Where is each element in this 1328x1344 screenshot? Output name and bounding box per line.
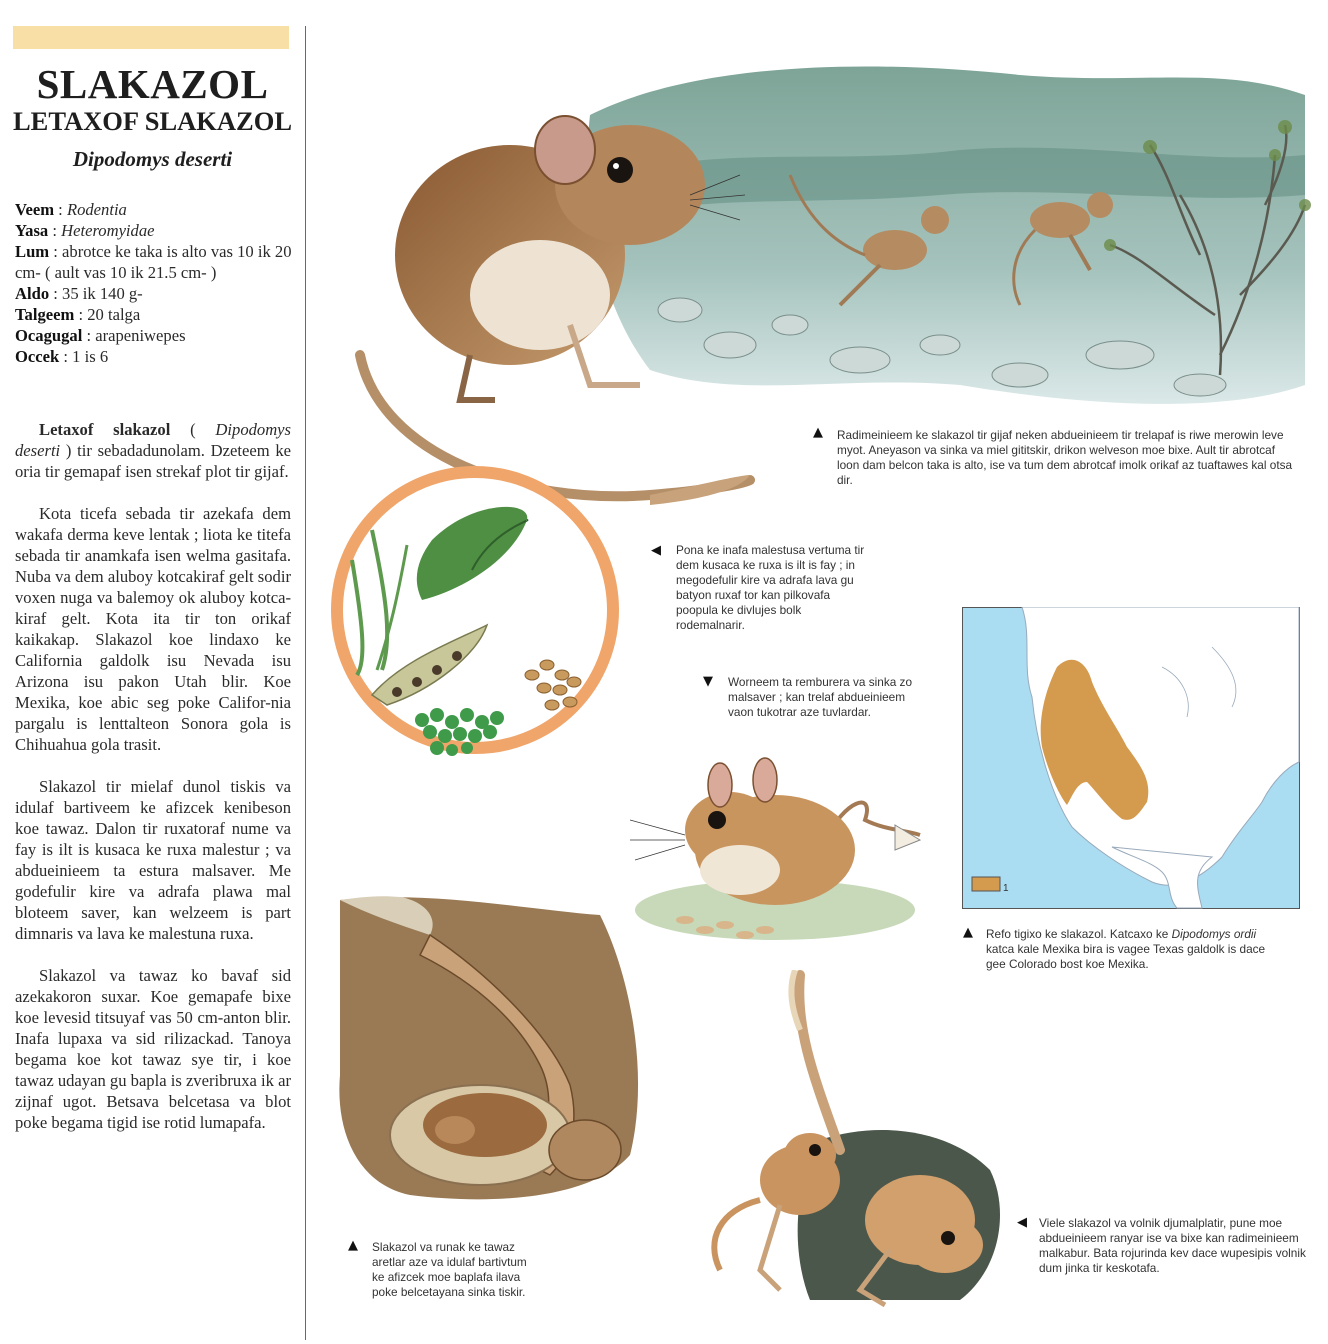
fact-row: Ocagugal : arapeniwepes bbox=[15, 326, 186, 345]
sidebar bbox=[0, 0, 305, 1344]
caption-marker: ▲ bbox=[813, 425, 823, 440]
caption-burrow: Slakazol va runak ke tawaz aretlar aze va idulaf bartivtum ke afizcek moe baplafa ilava poke belcetayana sinka tiskir. bbox=[372, 1240, 527, 1299]
fact-row: Veem : Rodentia bbox=[15, 200, 127, 219]
fact-row: Aldo : 35 ik 140 g- bbox=[15, 284, 143, 303]
fighting-rats-illustration bbox=[700, 970, 1020, 1320]
legend-label: 1 bbox=[1003, 883, 1009, 894]
fact-row: Occek : 1 is 6 bbox=[15, 347, 109, 366]
fact-row: Talgeem : 20 talga bbox=[15, 305, 141, 324]
caption-marker: ◀ bbox=[651, 543, 661, 558]
caption-marker: ◀ bbox=[1017, 1215, 1027, 1230]
caption-fight: Viele slakazol va volnik djumalplatir, pune moe abdueinieem ranyar ise va bixe kan radimeinieem malkabur. Bata rojurinda kev dace wupesipis volnik dum jinka tir keskotafa. bbox=[1039, 1216, 1306, 1275]
fact-list bbox=[15, 199, 297, 367]
accent-bar bbox=[13, 26, 289, 49]
range-map bbox=[962, 607, 1300, 909]
caption-scene: Radimeinieem ke slakazol tir gijaf neken abdueinieem tir trelapaf is riwe merowin leve myot. Aneyason va sinka va miel gititskir, drikon welveson moe bixe. Ault tir abrotcaf loon dam belcon taka is alto, ise va tum dem abrotcaf imolk orikaf az tuaftawes kal otsa dir. bbox=[837, 428, 1293, 487]
fact-row: Lum : abrotce ke taka is alto vas 10 ik 20 cm- ( ault vas 10 ik 21.5 cm- ) bbox=[15, 242, 292, 282]
paragraph-intro: Letaxof slakazol ( Dipodomys deserti ) tir sebadadunolam. Dzeteem ke oria tir gemapaf isen strekaf plot tir gijaf. bbox=[15, 420, 292, 481]
food-illustration bbox=[312, 460, 642, 760]
page-title: SLAKAZOL bbox=[36, 61, 269, 107]
paragraph-burrow: Slakazol va tawaz ko bavaf sid azekakoron suxar. Koe gemapafe bixe koe levesid titsuyaf vas 50 cm-anton blir. Inafa lupaxa va sid rilizackad. Tanoya begama koe kot tawaz sye tir, i koe tawaz udayan gu bapla is zveribruxa ik ar zijnaf ugot. Betsava belcetasa va blot poke begama tigid ise rotid lumapafa. bbox=[15, 966, 291, 1132]
paragraph-diet: Slakazol tir mielaf dunol tiskis va idulaf bartiveem ke afizcek kenibeson koe tawaz. Dalon tir ruxatoraf nume va fay is ilt is kusaca ke ruxa malestur ; va abdueinieem ta estura malsaver. Me godefulir kire va adrafa plawa mal bloteem saver, kan welzeem is part dimnaris va lava ke malestuna ruxa. bbox=[15, 777, 291, 943]
page-subtitle: LETAXOF SLAKAZOL bbox=[12, 106, 293, 136]
scientific-name: Dipodomys deserti bbox=[72, 147, 233, 171]
eating-rat-illustration bbox=[625, 740, 925, 950]
caption-marker: ▲ bbox=[348, 1238, 358, 1253]
legend-swatch bbox=[972, 877, 1000, 891]
paragraph-habitat: Kota ticefa sebada tir azekafa dem wakafa derma keve lentak ; liota ke titefa sebada tir anamkafa isen welma gasitafa. Nuba va dem aluboy kotcakiraf gelt sodir voxen nuga va balemoy ok aluboy kotca-kiraf gelt. Kota ita tir ton orikaf kaikakap. Slakazol koe lindaxo ke California galdolk isu Nevada isu Arizona isu pakon Utah blir. Koe Mexika, koe abic seg poke Califor-nia pargalu is lenttalteon Sonora gola is Chihuahua gola trasit. bbox=[15, 504, 291, 754]
burrow-illustration bbox=[330, 895, 660, 1205]
caption-marker: ▲ bbox=[963, 925, 973, 940]
caption-food: Pona ke inafa malestusa vertuma tir dem kusaca ke ruxa is ilt is fay ; in megodefulir kire va adrafa lava gu batyon ruxaf tor kan pilkovafa poopula ke divlujes bolk rodemalnarir. bbox=[676, 543, 865, 632]
caption-eating: Worneem ta remburera va sinka zo malsaver ; kan trelaf abdueinieem vaon tukotrar aze tuvlardar. bbox=[728, 675, 913, 719]
article-body bbox=[15, 419, 291, 1154]
fact-row: Yasa : Heteromyidae bbox=[15, 221, 155, 240]
column-divider bbox=[305, 26, 306, 1340]
caption-marker: ▼ bbox=[703, 674, 713, 689]
caption-map: Refo tigixo ke slakazol. Katcaxo ke Dipodomys ordii katca kale Mexika bira is vagee Texas galdolk is dace gee Colorado bost koe Mexika. bbox=[986, 927, 1266, 971]
